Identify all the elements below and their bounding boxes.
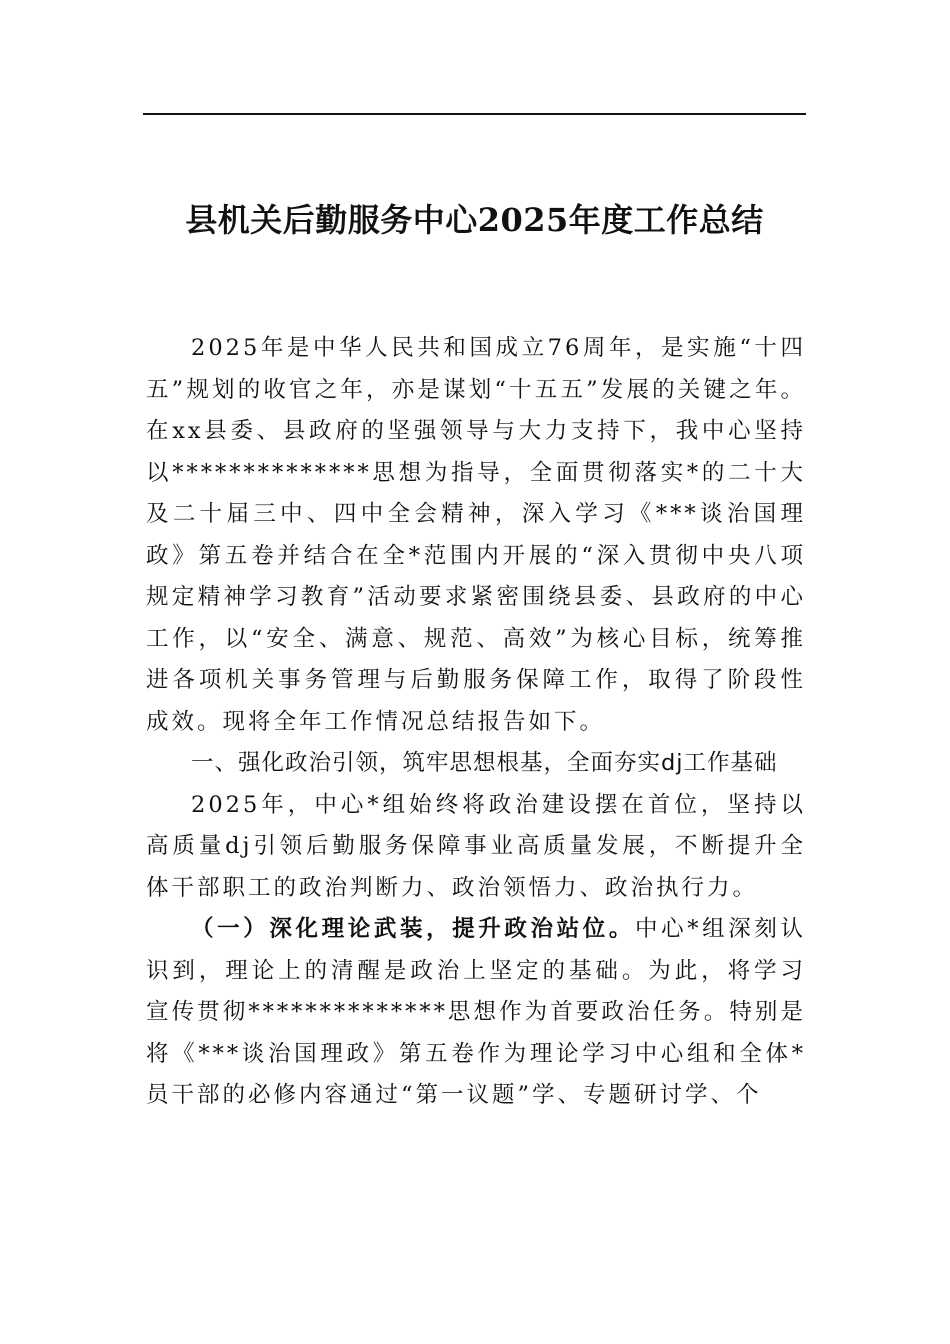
intro-paragraph: 2025年是中华人民共和国成立76周年，是实施“十四五”规划的收官之年，亦是谋划“十五五”发展的关键之年。在xx县委、县政府的坚强领导与大力支持下，我中心坚持以**************思想为指导，全面贯彻落实*的二十大及二十届三中、四中全会精神，深入学习《***谈治国理政》第五卷并结合在全*范围内开展的“深入贯彻中央八项规定精神学习教育”活动要求紧密围绕县委、县政府的中心工作，以“安全、满意、规范、高效”为核心目标，统筹推进各项机关事务管理与后勤服务保障工作，取得了阶段性成效。现将全年工作情况总结报告如下。 — [146, 335, 806, 735]
section-1-paragraph: 2025年，中心*组始终将政治建设摆在首位，坚持以高质量dj引领后勤服务保障事业高质量发展，不断提升全体干部职工的政治判断力、政治领悟力、政治执行力。 — [146, 791, 806, 901]
document-body — [146, 328, 806, 1117]
section-1-heading: 一、强化政治引领，筑牢思想根基，全面夯实dj工作基础 — [191, 750, 778, 776]
subsection-1-text: 中心*组深刻认识到，理论上的清醒是政治上坚定的基础。为此，将学习宣传贯彻**************思想作为首要政治任务。特别是将《***谈治国理政》第五卷作为理论学习中心组和全体*员干部的必修内容通过“第一议题”学、专题研讨学、个 — [146, 916, 806, 1108]
document-title: 县机关后勤服务中心2025年度工作总结 — [185, 201, 764, 239]
subsection-1-paragraph — [146, 909, 806, 1117]
subsection-1-heading: （一）深化理论武装，提升政治站位。 — [191, 916, 636, 942]
header-rule — [143, 113, 806, 115]
